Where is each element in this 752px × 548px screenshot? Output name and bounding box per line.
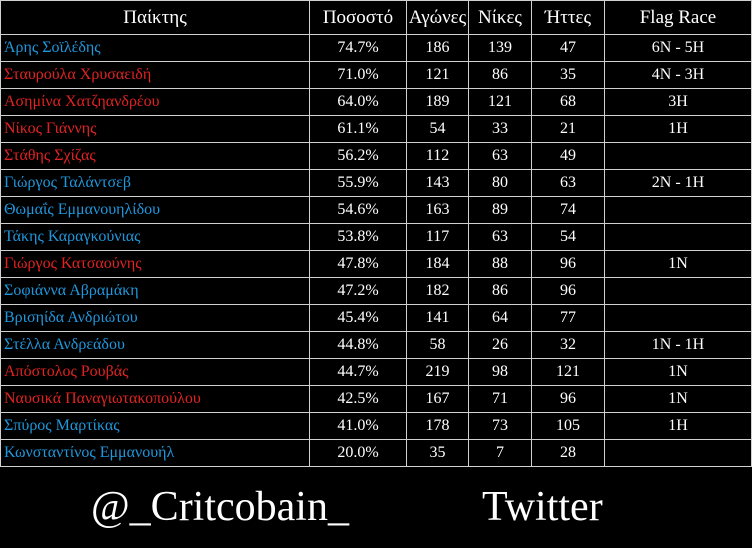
table-row — [1, 62, 752, 89]
games-count: 35 — [407, 440, 469, 467]
win-percentage: 41.0% — [310, 413, 407, 440]
flag-race-result: 6N - 5H — [605, 35, 752, 62]
flag-race-result: 2N - 1H — [605, 170, 752, 197]
losses-count: 96 — [532, 386, 605, 413]
flag-race-result: 1N — [605, 386, 752, 413]
player-name: Στέλλα Ανδρεάδου — [1, 332, 310, 359]
twitter-handle: @_Critcobain_ — [91, 484, 349, 530]
losses-count: 47 — [532, 35, 605, 62]
header-row — [1, 1, 752, 35]
table-row — [1, 332, 752, 359]
win-percentage: 20.0% — [310, 440, 407, 467]
player-name: Βρισηίδα Ανδριώτου — [1, 305, 310, 332]
wins-count: 139 — [469, 35, 532, 62]
column-header-losses: Ήττες — [532, 1, 605, 35]
table-row — [1, 251, 752, 278]
win-percentage: 47.2% — [310, 278, 407, 305]
player-name: Σοφιάννα Αβραμάκη — [1, 278, 310, 305]
wins-count: 121 — [469, 89, 532, 116]
games-count: 178 — [407, 413, 469, 440]
losses-count: 77 — [532, 305, 605, 332]
losses-count: 63 — [532, 170, 605, 197]
losses-count: 35 — [532, 62, 605, 89]
losses-count: 54 — [532, 224, 605, 251]
games-count: 121 — [407, 62, 469, 89]
losses-count: 68 — [532, 89, 605, 116]
table-row — [1, 143, 752, 170]
footer — [0, 478, 752, 538]
wins-count: 80 — [469, 170, 532, 197]
win-percentage: 56.2% — [310, 143, 407, 170]
player-name: Γιώργος Ταλάντσεβ — [1, 170, 310, 197]
win-percentage: 44.8% — [310, 332, 407, 359]
player-name: Νίκος Γιάννης — [1, 116, 310, 143]
losses-count: 96 — [532, 278, 605, 305]
flag-race-result — [605, 440, 752, 467]
wins-count: 63 — [469, 224, 532, 251]
flag-race-result: 1N — [605, 359, 752, 386]
column-header-wins: Νίκες — [469, 1, 532, 35]
platform-label: Twitter — [482, 484, 603, 530]
flag-race-result — [605, 278, 752, 305]
table-row — [1, 170, 752, 197]
losses-count: 74 — [532, 197, 605, 224]
losses-count: 105 — [532, 413, 605, 440]
losses-count: 32 — [532, 332, 605, 359]
table-row — [1, 359, 752, 386]
wins-count: 88 — [469, 251, 532, 278]
games-count: 184 — [407, 251, 469, 278]
table-row — [1, 224, 752, 251]
wins-count: 89 — [469, 197, 532, 224]
table-row — [1, 35, 752, 62]
table-row — [1, 278, 752, 305]
games-count: 143 — [407, 170, 469, 197]
player-name: Στάθης Σχίζας — [1, 143, 310, 170]
flag-race-result — [605, 143, 752, 170]
player-name: Θωμαΐς Εμμανουηλίδου — [1, 197, 310, 224]
column-header-games: Αγώνες — [407, 1, 469, 35]
games-count: 117 — [407, 224, 469, 251]
flag-race-result: 1H — [605, 413, 752, 440]
player-name: Σπύρος Μαρτίκας — [1, 413, 310, 440]
win-percentage: 74.7% — [310, 35, 407, 62]
flag-race-result — [605, 305, 752, 332]
games-count: 189 — [407, 89, 469, 116]
wins-count: 63 — [469, 143, 532, 170]
table-row — [1, 116, 752, 143]
losses-count: 49 — [532, 143, 605, 170]
player-name: Ασημίνα Χατζηανδρέου — [1, 89, 310, 116]
win-percentage: 61.1% — [310, 116, 407, 143]
flag-race-result: 3H — [605, 89, 752, 116]
table-row — [1, 386, 752, 413]
wins-count: 98 — [469, 359, 532, 386]
flag-race-result: 1H — [605, 116, 752, 143]
losses-count: 96 — [532, 251, 605, 278]
wins-count: 86 — [469, 278, 532, 305]
win-percentage: 44.7% — [310, 359, 407, 386]
flag-race-result — [605, 197, 752, 224]
games-count: 163 — [407, 197, 469, 224]
table-row — [1, 413, 752, 440]
flag-race-result: 1N - 1H — [605, 332, 752, 359]
flag-race-result: 1N — [605, 251, 752, 278]
wins-count: 64 — [469, 305, 532, 332]
win-percentage: 55.9% — [310, 170, 407, 197]
win-percentage: 42.5% — [310, 386, 407, 413]
win-percentage: 71.0% — [310, 62, 407, 89]
player-name: Ναυσικά Παναγιωτακοπούλου — [1, 386, 310, 413]
player-name: Κωνσταντίνος Εμμανουήλ — [1, 440, 310, 467]
wins-count: 71 — [469, 386, 532, 413]
wins-count: 73 — [469, 413, 532, 440]
games-count: 167 — [407, 386, 469, 413]
table-row — [1, 440, 752, 467]
player-name: Άρης Σοϊλέδης — [1, 35, 310, 62]
column-header-flag-race: Flag Race — [605, 1, 752, 35]
games-count: 219 — [407, 359, 469, 386]
win-percentage: 64.0% — [310, 89, 407, 116]
wins-count: 7 — [469, 440, 532, 467]
player-name: Απόστολος Ρουβάς — [1, 359, 310, 386]
player-name: Σταυρούλα Χρυσαειδή — [1, 62, 310, 89]
losses-count: 121 — [532, 359, 605, 386]
games-count: 182 — [407, 278, 469, 305]
wins-count: 26 — [469, 332, 532, 359]
losses-count: 21 — [532, 116, 605, 143]
wins-count: 33 — [469, 116, 532, 143]
games-count: 112 — [407, 143, 469, 170]
table-row — [1, 197, 752, 224]
flag-race-result — [605, 224, 752, 251]
games-count: 141 — [407, 305, 469, 332]
games-count: 54 — [407, 116, 469, 143]
win-percentage: 54.6% — [310, 197, 407, 224]
table-row — [1, 305, 752, 332]
games-count: 58 — [407, 332, 469, 359]
win-percentage: 53.8% — [310, 224, 407, 251]
table-body — [1, 35, 752, 467]
win-percentage: 45.4% — [310, 305, 407, 332]
flag-race-result: 4N - 3H — [605, 62, 752, 89]
player-name: Γιώργος Κατσαούνης — [1, 251, 310, 278]
win-percentage: 47.8% — [310, 251, 407, 278]
column-header-percentage: Ποσοστό — [310, 1, 407, 35]
player-name: Τάκης Καραγκούνιας — [1, 224, 310, 251]
column-header-player: Παίκτης — [1, 1, 310, 35]
table-row — [1, 89, 752, 116]
wins-count: 86 — [469, 62, 532, 89]
games-count: 186 — [407, 35, 469, 62]
losses-count: 28 — [532, 440, 605, 467]
